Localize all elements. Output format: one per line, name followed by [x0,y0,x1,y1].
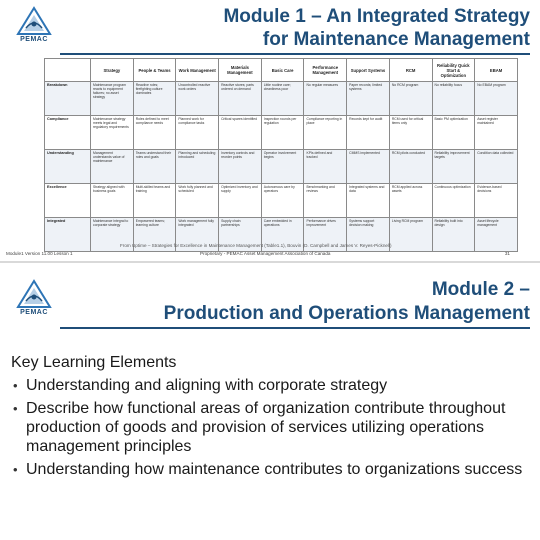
table-cell: Integrated systems and data [347,184,390,218]
maintenance-matrix-table-wrap [44,58,518,243]
table-cell: Multi-skilled teams and training [133,184,176,218]
logo-wordmark: PEMAC [20,36,48,43]
table-cell: Systems support decision making [347,218,390,252]
table-header-row [45,59,518,82]
table-cell: No regular measures [304,82,347,116]
table-cell: Care embedded in operations [261,218,304,252]
title-divider [60,327,530,329]
table-column-header: RCM [389,59,432,82]
table-cell: RCM used for critical items only [389,116,432,150]
table-cell: Strategy aligned with business goals [91,184,134,218]
section-heading: Key Learning Elements [11,354,177,371]
table-cell: No RCM program [389,82,432,116]
table-cell: Inspection rounds per regulation [261,116,304,150]
table-column-header: Basic Care [261,59,304,82]
table-cell: Little routine care; cleanliness poor [261,82,304,116]
list-item [11,399,531,456]
footer-proprietary: Proprietary - PEMAC Asset Management Association of Canada [200,251,331,256]
table-cell: Reactive stores; parts ordered on demand [219,82,262,116]
table-column-header: People & Teams [133,59,176,82]
table-cell: Reliability built into design [432,218,475,252]
table-cell: Autonomous care by operators [261,184,304,218]
table-cell: Uncontrolled reactive work orders [176,82,219,116]
table-source-caption: From Uptime – Strategies for Excellence in Maintenance Management (Table1.1), Bouvin (D. Campbell and James V. Reyes-Picknell) [120,243,392,248]
table-cell: Living RCM program [389,218,432,252]
table-column-header: Support Systems [347,59,390,82]
table-cell: Paper records; limited systems [347,82,390,116]
table-cell: Asset lifecycle management [475,218,518,252]
table-cell: Maintenance strategy meets legal and regulatory requirements [91,116,134,150]
list-item [11,376,531,395]
bullet-dot-icon: • [13,462,18,477]
slide-module-2 [0,263,540,540]
pemac-logo [14,6,54,50]
table-cell: Asset register maintained [475,116,518,150]
pemac-logo-icon [14,6,54,38]
table-row-header: Understanding [45,150,91,184]
bullet-text: Describe how functional areas of organization contribute throughout production of goods and provision of services utilizing operations management principles [26,400,506,455]
table-cell: Work management fully integrated [176,218,219,252]
table-row-header: Breakdown [45,82,91,116]
table-cell: Maintenance program reacts to equipment failures; no asset strategy [91,82,134,116]
bullet-text: Understanding how maintenance contributes to organizations success [26,461,523,478]
bullet-text: Understanding and aligning with corporate strategy [26,377,388,394]
table-corner-cell [45,59,91,82]
table-column-header: Work Management [176,59,219,82]
table-cell: Supply chain partnerships [219,218,262,252]
table-cell: Optimized inventory and supply [219,184,262,218]
table-cell: Planning and scheduling introduced [176,150,219,184]
table-cell: KPIs defined and tracked [304,150,347,184]
table-cell: Teams understand their roles and goals [133,150,176,184]
table-column-header: Reliability Quick Start & Optimization [432,59,475,82]
table-row-header: Compliance [45,116,91,150]
bullet-dot-icon: • [13,378,18,393]
table-row-header: Integrated [45,218,91,252]
table-column-header: Strategy [91,59,134,82]
table-cell: Roles defined to meet compliance needs [133,116,176,150]
slide-title-line-2: for Maintenance Management [262,29,530,50]
table-cell: Reliability improvement targets [432,150,475,184]
table-cell: Operator involvement begins [261,150,304,184]
table-row-header: Excellence [45,184,91,218]
table-row [45,184,518,218]
table-cell: Condition data collected [475,150,518,184]
table-column-header: EBAM [475,59,518,82]
key-learning-list [11,376,531,483]
table-cell: Performance drives improvement [304,218,347,252]
table-row [45,82,518,116]
pemac-logo [14,279,54,323]
list-item [11,460,531,479]
table-cell: Reactive roles; firefighting culture dominates [133,82,176,116]
table-cell: Records kept for audit [347,116,390,150]
table-column-header: Materials Management [219,59,262,82]
table-cell: Evidence-based decisions [475,184,518,218]
table-cell: Critical spares identified [219,116,262,150]
bullet-dot-icon: • [13,401,18,416]
table-cell: Basic PM optimization [432,116,475,150]
table-cell: CMMS implemented [347,150,390,184]
table-cell: Maintenance integral to corporate strategy [91,218,134,252]
pemac-logo-icon [14,279,54,311]
table-cell: Empowered teams; learning culture [133,218,176,252]
table-column-header: Performance Management [304,59,347,82]
slide-title-line-1: Module 1 – An Integrated Strategy [223,6,530,27]
table-cell: Planned work for compliance tasks [176,116,219,150]
maintenance-matrix-table [44,58,518,252]
table-row [45,150,518,184]
table-cell: Continuous optimization [432,184,475,218]
page-number: 31 [504,251,510,256]
footer-version: Module1 Version 11.00 Lesson 1 [6,251,73,256]
slide-title-line-1: Module 2 – [431,279,530,300]
table-cell: Compliance reporting in place [304,116,347,150]
logo-wordmark: PEMAC [20,309,48,316]
title-divider [60,53,530,55]
table-cell: Inventory controls and reorder points [219,150,262,184]
table-cell: Work fully planned and scheduled [176,184,219,218]
slide-module-1 [0,0,540,261]
table-cell: No EBAM program [475,82,518,116]
table-row [45,116,518,150]
slide-title-line-2: Production and Operations Management [163,303,530,324]
table-cell: RCM pilots conducted [389,150,432,184]
table-cell: Management understands value of maintenance [91,150,134,184]
table-cell: RCM applied across assets [389,184,432,218]
table-cell: No reliability focus [432,82,475,116]
table-cell: Benchmarking and reviews [304,184,347,218]
